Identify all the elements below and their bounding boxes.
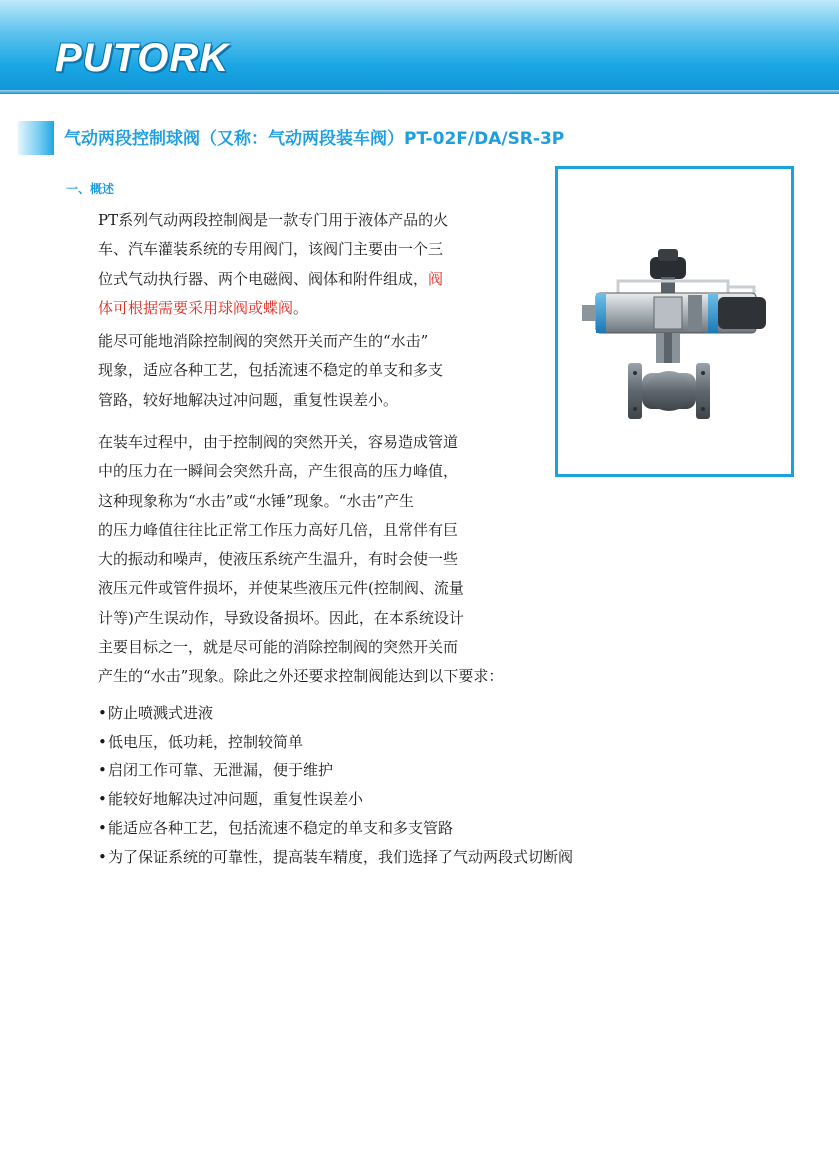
text-line: 这种现象称为“水击”或“水锤”现象。“水击”产生	[98, 491, 415, 510]
bullet-icon: •	[98, 704, 107, 722]
valve-illustration	[558, 169, 791, 474]
bullet-icon: •	[98, 790, 107, 809]
paragraph-water-hammer	[98, 428, 578, 692]
text-line: 的压力峰值往往比正常工作压力高好几倍，且常伴有巨	[98, 520, 459, 539]
section-label-overview: 一、概述	[66, 182, 115, 196]
text-line: PT系列气动两段控制阀是一款专门用于液体产品的火	[98, 211, 449, 229]
list-item: •为了保证系统的可靠性，提高装车精度，我们选择了气动两段式切断阀	[98, 843, 573, 872]
text-line: 主要目标之一，就是尽可能的消除控制阀的突然开关而	[98, 638, 459, 657]
bullet-icon: •	[98, 732, 107, 751]
highlight-text: 阀	[428, 269, 444, 288]
header-banner	[0, 0, 839, 94]
list-item: •低电压，低功耗，控制较简单	[98, 728, 573, 757]
bullet-icon: •	[98, 761, 107, 780]
brand-logo: PUTORK	[55, 36, 230, 80]
text-line: 大的振动和噪声，使液压系统产生温升，有时会使一些	[98, 550, 459, 569]
list-item: •能适应各种工艺，包括流速不稳定的单支和多支管路	[98, 814, 573, 843]
list-item: •能较好地解决过冲问题，重复性误差小	[98, 785, 573, 814]
text-line: 管路，较好地解决过冲问题，重复性误差小。	[98, 390, 399, 409]
text-line: 能尽可能地消除控制阀的突然开关而产生的“水击”	[98, 332, 429, 350]
text-line: 产生的“水击”现象。除此之外还要求控制阀能达到以下要求：	[98, 667, 504, 686]
text-line: 液压元件或管件损坏，并使某些液压元件(控制阀、流量	[98, 579, 464, 598]
bullet-icon: •	[98, 847, 107, 866]
title-marker	[18, 121, 54, 155]
paragraph-benefits	[98, 327, 498, 415]
text-line: 现象，适应各种工艺，包括流速不稳定的单支和多支	[98, 361, 444, 380]
text-line: 车、汽车灌装系统的专用阀门，该阀门主要由一个三	[98, 240, 444, 259]
highlight-text: 体可根据需要采用球阀或蝶阀	[98, 298, 294, 317]
page-title: 气动两段控制球阀（又称：气动两段装车阀）PT-02F/DA/SR-3P	[64, 129, 565, 149]
text-line: 。	[293, 298, 309, 317]
text-line: 在装车过程中，由于控制阀的突然开关，容易造成管道	[98, 433, 459, 451]
list-item: •启闭工作可靠、无泄漏，便于维护	[98, 756, 573, 785]
paragraph-intro	[98, 206, 498, 323]
list-item: •防止喷溅式进液	[98, 699, 573, 728]
product-image	[555, 166, 794, 477]
requirements-list	[98, 699, 573, 871]
text-line: 位式气动执行器、两个电磁阀、阀体和附件组成，	[98, 269, 429, 288]
text-line: 中的压力在一瞬间会突然升高，产生很高的压力峰值，	[98, 462, 459, 481]
text-line: 计等)产生误动作，导致设备损坏。因此，在本系统设计	[98, 608, 464, 627]
bullet-icon: •	[98, 818, 107, 837]
